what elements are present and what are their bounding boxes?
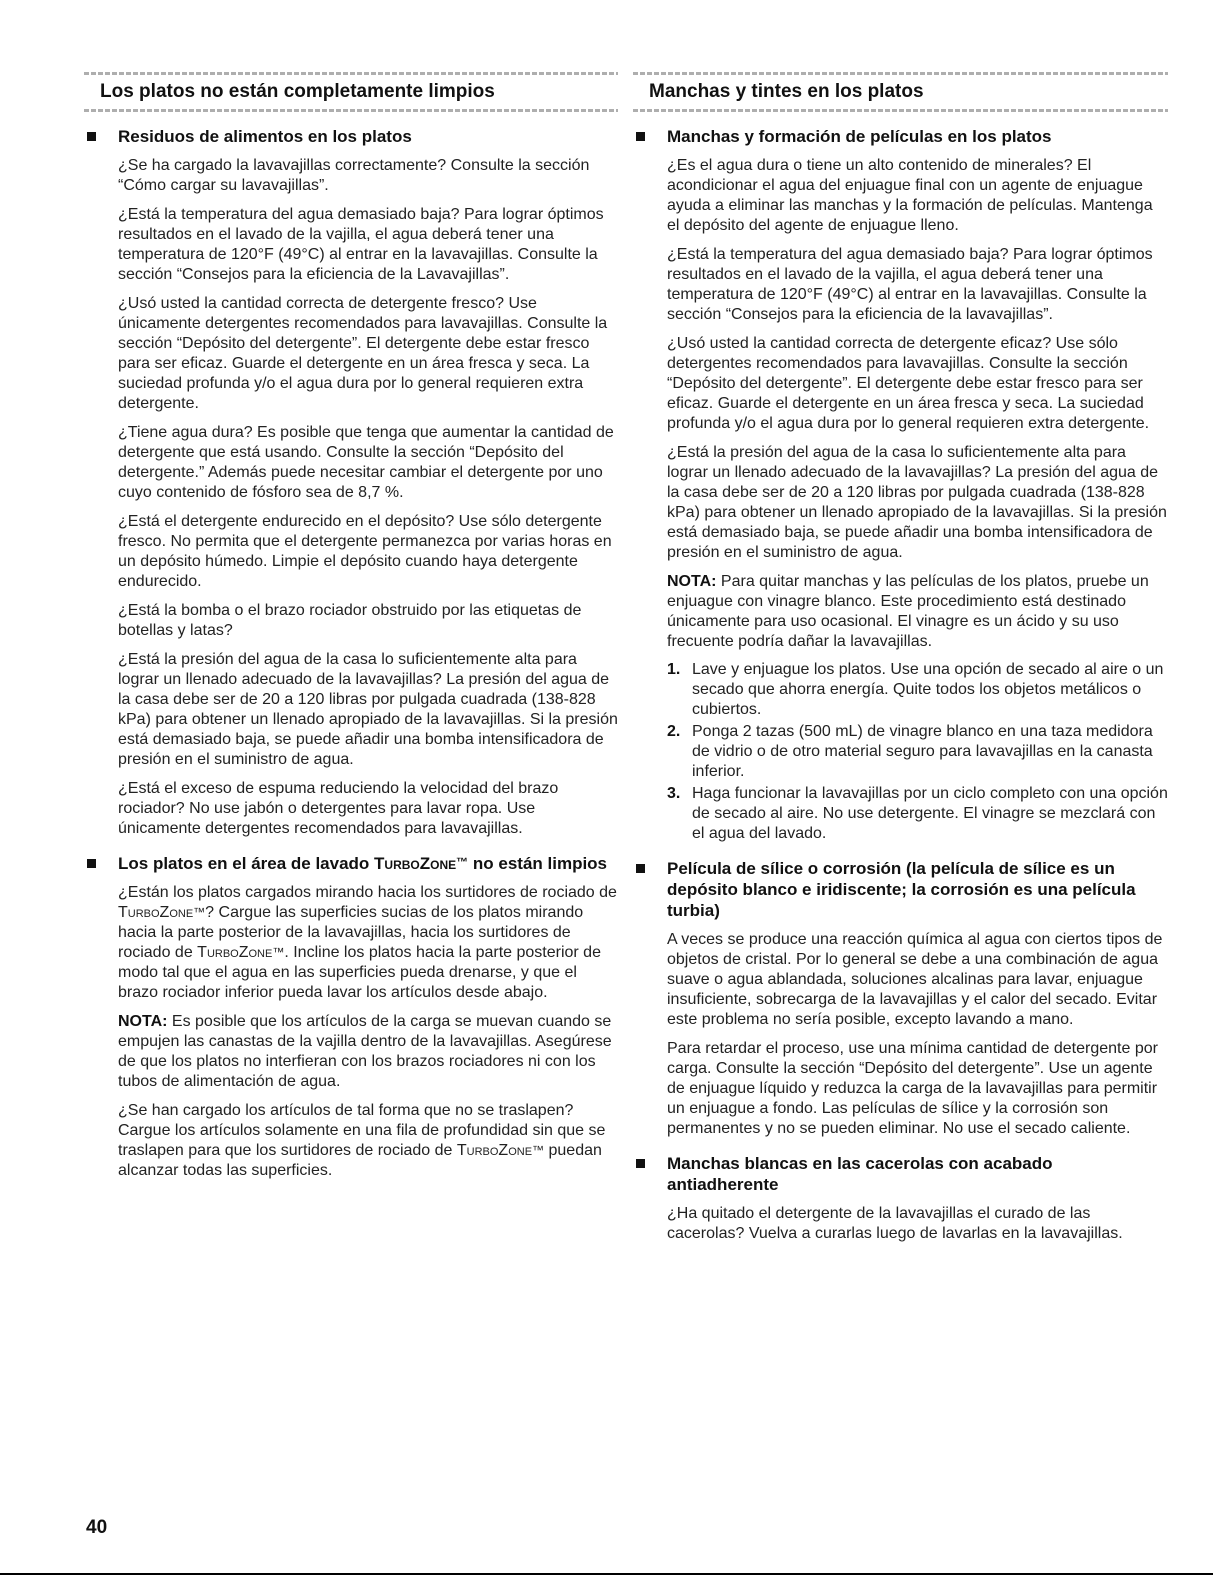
square-bullet-icon xyxy=(87,859,96,868)
step-item xyxy=(667,784,1168,844)
note-text: Para quitar manchas y las películas de los platos, pruebe un enjuague con vinagre blanco. Este procedimiento está destinado únicamente para uso ocasional. El vinagre es un ácido y su uso frecuente podría dañar la lavavajillas. xyxy=(667,573,1149,650)
topic-heading-text: Película de sílice o corrosión (la película de sílice es un depósito blanco e iridiscente; la corrosión es una película turbia) xyxy=(667,859,1136,920)
text-part: ? Cargue las superficies sucias de los platos mirando hacia la parte posterior de la lavavajillas, hacia los surtidores de rociado de xyxy=(118,904,584,961)
topic-heading xyxy=(633,858,1168,921)
paragraph: A veces se produce una reacción química al agua con ciertos tipos de objetos de cristal. Por lo general se debe a una combinación de agua suave o agua ablandada, soluciones alcalinas para lavar, enjuague insuficiente, sobrecarga de la lavavajillas y el calor del secado. Evitar este problema no sería posible, excepto lavando a mano. xyxy=(667,931,1163,1028)
section-title: Los platos no están completamente limpios xyxy=(100,81,495,102)
paragraph: ¿Está la temperatura del agua demasiado baja? Para lograr óptimos resultados en el lavado de la vajilla, el agua deberá tener una temperatura de 120°F (49°C) al entrar en la lavavajillas. Consulte la sección “Consejos para la eficiencia de la Lavavajillas”. xyxy=(118,206,604,283)
topic-heading-text: Manchas blancas en las cacerolas con acabado antiadherente xyxy=(667,1154,1053,1194)
topic-heading-text: Residuos de alimentos en los platos xyxy=(118,127,412,146)
steps-list xyxy=(667,660,1168,844)
paragraph: ¿Está la temperatura del agua demasiado baja? Para lograr óptimos resultados en el lavado de la vajilla, el agua deberá tener una temperatura de 120°F (49°C) al entrar en la lavavajillas. Consulte la sección “Consejos para la eficiencia de la lavavajillas”. xyxy=(667,246,1153,323)
topic-heading-text xyxy=(118,854,607,873)
text-part: ¿Se han cargado los artículos de tal forma que no se traslapen? Cargue los artículos solamente en una fila de profundidad sin que se traslapen para que los surtidores de rociado de xyxy=(118,1102,606,1159)
paragraph: ¿Es el agua dura o tiene un alto contenido de minerales? El acondicionar el agua del enjuague final con un agente de enjuague ayuda a eliminar las manchas y la formación de películas. Mantenga el depósito del agente de enjuague lleno. xyxy=(667,157,1153,234)
paragraph xyxy=(118,1101,618,1181)
right-column xyxy=(633,72,1168,1244)
square-bullet-icon xyxy=(636,1159,645,1168)
paragraph: ¿Usó usted la cantidad correcta de detergente fresco? Use únicamente detergentes recomendados para lavavajillas. Consulte la sección “Depósito del detergente”. El detergente debe estar fresco para ser eficaz. Guarde el detergente en un área fresca y seca. La suciedad profunda y/o el agua dura por lo general requieren extra detergente. xyxy=(118,295,608,412)
trademark-symbol: ™ xyxy=(532,1143,545,1157)
step-item xyxy=(667,722,1168,782)
paragraph: ¿Se ha cargado la lavavajillas correctamente? Consulte la sección “Cómo cargar su lavavajillas”. xyxy=(118,157,590,194)
paragraph: ¿Está el exceso de espuma reduciendo la velocidad del brazo rociador? No use jabón o detergentes para lavar ropa. Use únicamente detergentes recomendados para lavavajillas. xyxy=(118,780,559,837)
note-text: Es posible que los artículos de la carga se muevan cuando se empujen las canastas de la vajilla dentro de la lavavajillas. Asegúrese de que los platos no interfieran con los brazos rociadores ni con los tubos de alimentación de agua. xyxy=(118,1013,612,1090)
square-bullet-icon xyxy=(87,132,96,141)
step-item xyxy=(667,660,1168,720)
paragraph: ¿Ha quitado el detergente de la lavavajillas el curado de las cacerolas? Vuelva a curarlas luego de lavarlas en la lavavajillas. xyxy=(667,1205,1123,1242)
step-number: 2. xyxy=(667,723,681,740)
page-number: 40 xyxy=(86,1517,108,1538)
topic-heading xyxy=(633,1153,1168,1195)
heading-part: no están limpios xyxy=(468,854,608,873)
step-number: 1. xyxy=(667,661,681,678)
paragraph: ¿Está la presión del agua de la casa lo suficientemente alta para lograr un llenado adecuado de la lavavajillas? La presión del agua de la casa debe ser de 20 a 120 libras por pulgada cuadrada (138-828 kPa) para obtener un llenado apropiado de la lavavajillas. Si la presión está demasiado baja, se puede añadir una bomba intensificadora de presión en el suministro de agua. xyxy=(118,651,618,768)
text-part: puedan alcanzar todas las superficies. xyxy=(118,1142,602,1179)
paragraph: ¿Usó usted la cantidad correcta de detergente eficaz? Use sólo detergentes recomendados para lavavajillas. Consulte la sección “Depósito del detergente”. El detergente debe estar fresco para ser eficaz. Guarde el detergente en un área fresca y seca. La suciedad profunda y/o el agua dura por lo general requieren extra detergente. xyxy=(667,335,1150,432)
paragraph: ¿Está la presión del agua de la casa lo suficientemente alta para lograr un llenado adecuado de la lavavajillas? La presión del agua de la casa debe ser de 20 a 120 libras por pulgada cuadrada (138-828 kPa) para obtener un llenado apropiado de la lavavajillas. Si la presión está demasiado baja, se puede añadir una bomba intensificadora de presión en el suministro de agua. xyxy=(667,444,1167,561)
heading-part: Los platos en el área de lavado xyxy=(118,854,375,873)
trademark-symbol: ™ xyxy=(193,905,206,919)
section-rule-top xyxy=(633,72,1168,75)
brand-name: TurboZone xyxy=(118,904,194,921)
square-bullet-icon xyxy=(636,864,645,873)
paragraph: ¿Está el detergente endurecido en el depósito? Use sólo detergente fresco. No permita que el detergente permanezca por varias horas en un depósito húmedo. Limpie el depósito cuando haya detergente endurecido. xyxy=(118,513,612,590)
step-text: Lave y enjuague los platos. Use una opción de secado al aire o un secado que ahorra energía. Quite todos los objetos metálicos o cubiertos. xyxy=(692,661,1164,718)
note-label: NOTA: xyxy=(118,1013,168,1030)
brand-name: TurboZone xyxy=(374,854,457,873)
topic-heading xyxy=(633,126,1168,147)
text-part: ¿Están los platos cargados mirando hacia los surtidores de rociado de xyxy=(118,884,617,901)
left-column xyxy=(84,72,618,1181)
trademark-symbol: ™ xyxy=(456,855,469,869)
paragraph: Para retardar el proceso, use una mínima cantidad de detergente por carga. Consulte la sección “Depósito del detergente”. Use un agente de enjuague líquido y reduzca la carga de la lavavajillas para permitir un enjuague a fondo. Las películas de sílice y la corrosión son permanentes y no se pueden eliminar. No use el secado caliente. xyxy=(667,1040,1158,1137)
step-text: Haga funcionar la lavavajillas por un ciclo completo con una opción de secado al aire. No use detergente. El vinagre se mezclará con el agua del lavado. xyxy=(692,785,1168,842)
section-rule-bottom xyxy=(633,109,1168,112)
text-part: . Incline los platos hacia la parte posterior de modo tal que el agua en las superficies pueda drenarse, y que el brazo rociador inferior pueda lavar los artículos desde abajo. xyxy=(118,944,601,1001)
paragraph: ¿Está la bomba o el brazo rociador obstruido por las etiquetas de botellas y latas? xyxy=(118,602,582,639)
square-bullet-icon xyxy=(636,132,645,141)
note-paragraph xyxy=(118,1012,618,1092)
section-rule-top xyxy=(84,72,618,75)
brand-name: TurboZone xyxy=(456,1142,533,1159)
section-title: Manchas y tintes en los platos xyxy=(649,81,924,102)
topic-heading xyxy=(84,126,618,147)
topic-heading-text: Manchas y formación de películas en los platos xyxy=(667,127,1052,146)
brand-name: TurboZone xyxy=(197,944,273,961)
note-paragraph xyxy=(667,572,1168,652)
step-text: Ponga 2 tazas (500 mL) de vinagre blanco en una taza medidora de vidrio o de otro material seguro para lavavajillas en la canasta inferior. xyxy=(692,723,1153,780)
note-label: NOTA: xyxy=(667,573,717,590)
paragraph xyxy=(118,883,618,1003)
step-number: 3. xyxy=(667,785,681,802)
paragraph: ¿Tiene agua dura? Es posible que tenga que aumentar la cantidad de detergente que está usando. Consulte la sección “Depósito del detergente.” Además puede necesitar cambiar el detergente por uno cuyo contenido de fósforo sea de 8,7 %. xyxy=(118,424,614,501)
topic-heading xyxy=(84,853,618,874)
trademark-symbol: ™ xyxy=(272,945,285,959)
section-rule-bottom xyxy=(84,109,618,112)
